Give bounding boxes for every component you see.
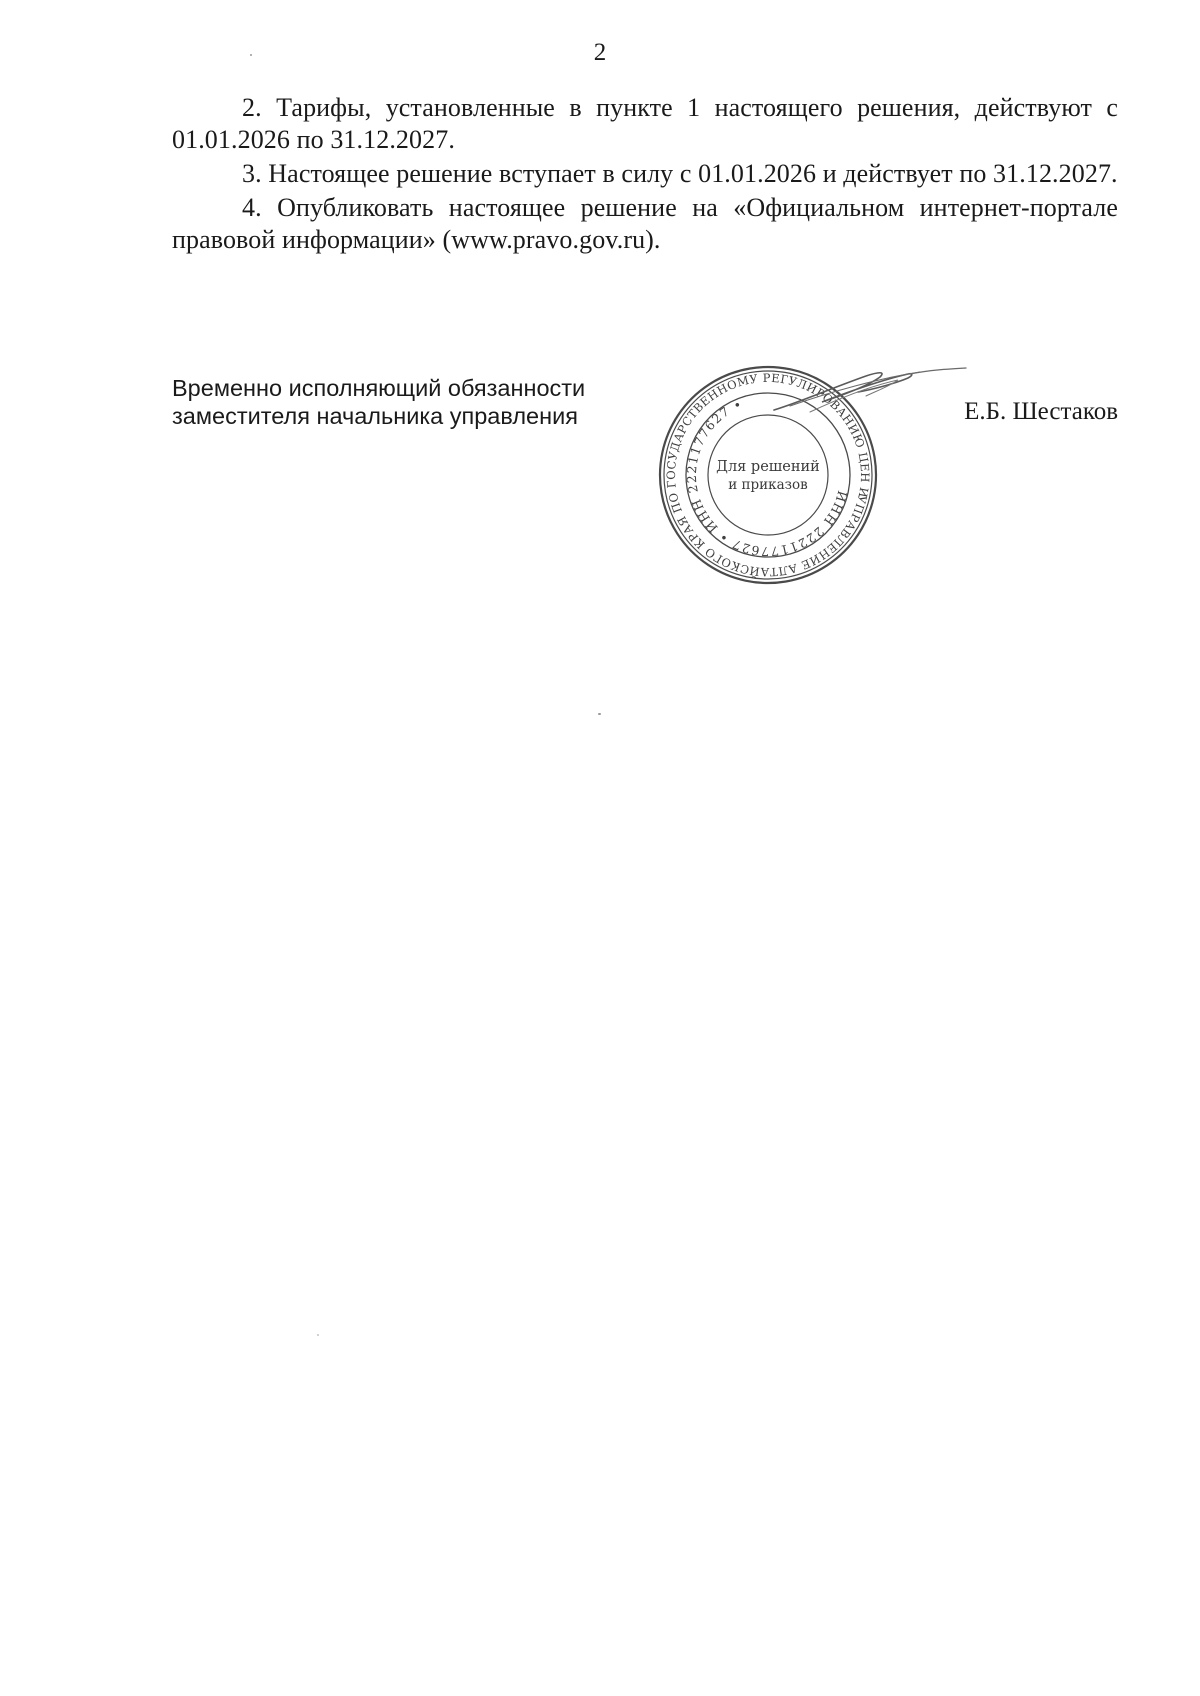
- scan-speck: [317, 1334, 319, 1336]
- paragraph-effective-date: 3. Настоящее решение вступает в силу с 01.01.2026 и действует по 31.12.2027.: [242, 159, 1118, 188]
- seal-center-line-1: Для решений: [716, 459, 820, 475]
- page-number: 2: [593, 39, 607, 66]
- seal-outer-text: УПРАВЛЕНИЕ АЛТАЙСКОГО КРАЯ ПО ГОСУДАРСТВЕННОМУ РЕГУЛИРОВАНИЮ ЦЕН И: [663, 370, 873, 580]
- seal-inn-text: ИНН 2221177627 • ИНН 2221177627 •: [683, 396, 851, 560]
- scan-speck: [598, 713, 601, 715]
- paragraph-publication: 4. Опубликовать настоящее решение на «Официальном интернет-портале правовой информации» (www.pravo.gov.ru).: [172, 193, 1118, 254]
- document-body: [172, 92, 1118, 258]
- signatory-name: Е.Б. Шестаков: [964, 398, 1118, 425]
- seal-center-line-2: и приказов: [728, 477, 808, 493]
- signatory-position: [172, 374, 642, 430]
- signatory-position-line-1: Временно исполняющий обязанности: [172, 375, 586, 401]
- scan-speck: [250, 54, 252, 56]
- signatory-position-line-2: заместителя начальника управления: [172, 403, 578, 429]
- paragraph-tariffs-period: 2. Тарифы, установленные в пункте 1 настоящего решения, действуют с 01.01.2026 по 31.12.2027.: [172, 93, 1118, 154]
